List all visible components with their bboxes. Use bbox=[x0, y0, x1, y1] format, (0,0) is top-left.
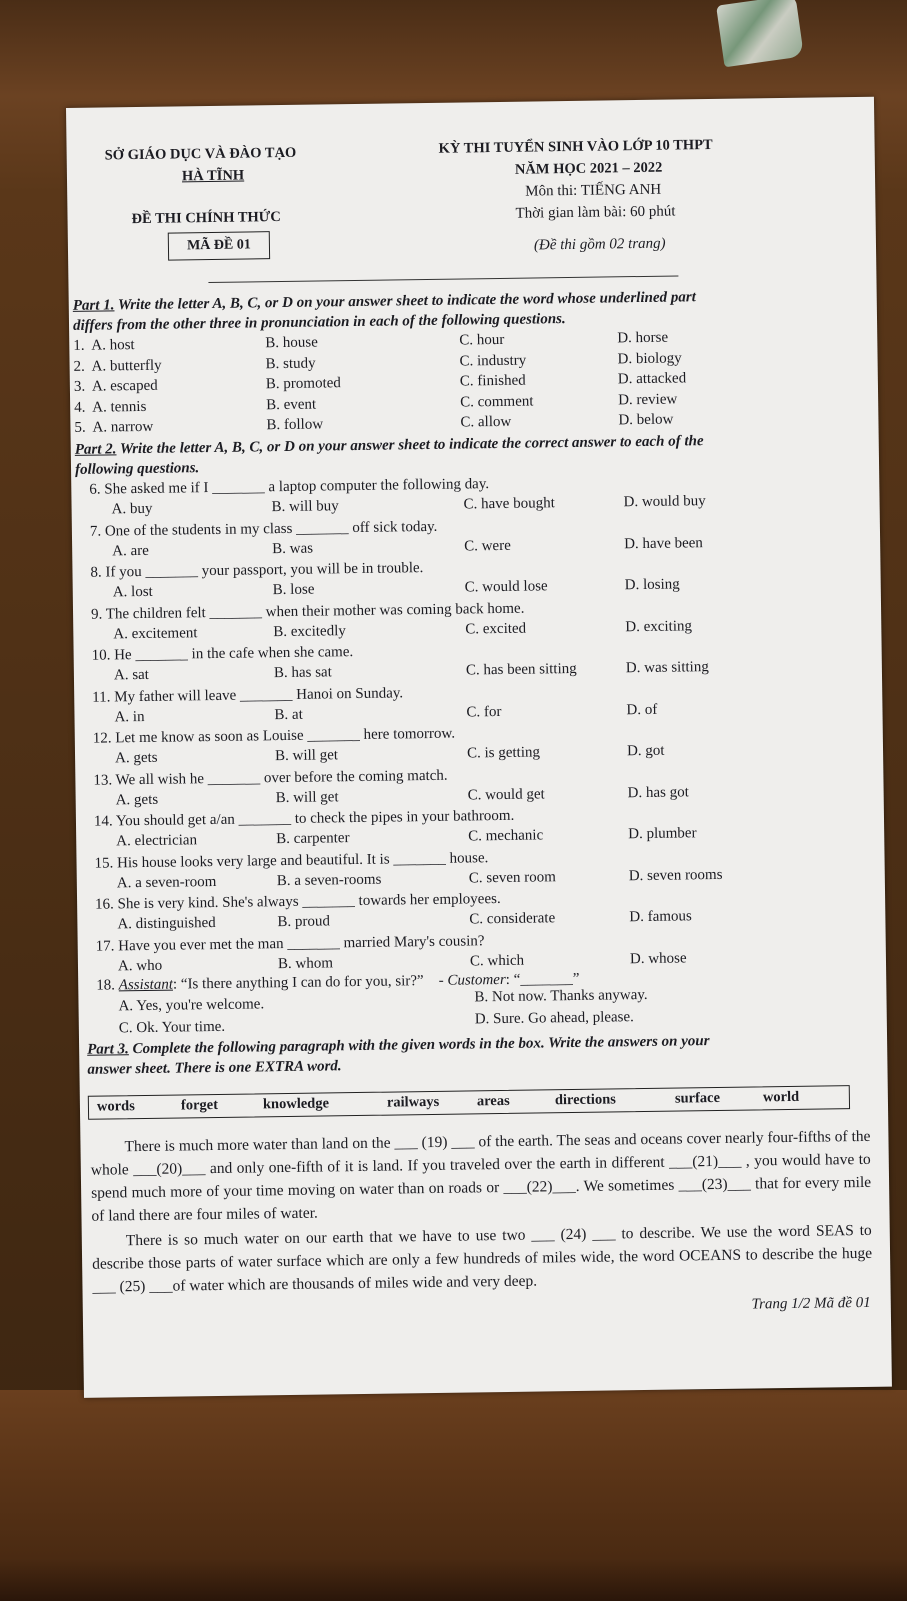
option-c: C. for bbox=[466, 703, 502, 720]
part2-instruction-b: following questions. bbox=[74, 460, 200, 478]
foil-wrapper bbox=[716, 0, 804, 67]
page-count-note: (Đề thi gồm 02 trang) bbox=[533, 235, 666, 254]
school-year: NĂM HỌC 2021 – 2022 bbox=[514, 159, 663, 178]
option-b: B. a seven-rooms bbox=[276, 871, 382, 889]
word-box-item: forget bbox=[180, 1096, 219, 1114]
header-divider bbox=[208, 275, 678, 283]
table-surface bbox=[0, 1390, 907, 1601]
option-a: A. narrow bbox=[92, 418, 154, 436]
q18-line: : “Is there anything I can do for you, sir?” bbox=[172, 973, 424, 993]
word-box-item: words bbox=[96, 1098, 135, 1115]
part1-label: Part 1. bbox=[72, 297, 115, 314]
paragraph-2: There is so much water on our earth that we have to use two ___ (24) ___ to describe. We use the word SEAS to describe those parts of water surface which are only a few hundreds of miles wide, the word OCEANS to describe the huge ___ (25) ___of water which are thousands of miles wide and very deep. bbox=[92, 1221, 873, 1296]
option-b: B. carpenter bbox=[276, 830, 350, 848]
question-stem: 11. My father will leave _______ Hanoi on Sunday. bbox=[92, 684, 404, 706]
option-a: A. gets bbox=[115, 791, 159, 808]
option-a: A. escaped bbox=[91, 377, 158, 395]
option-c: C. allow bbox=[460, 413, 512, 431]
exam-code-box: MÃ ĐỀ 01 bbox=[168, 231, 270, 260]
option-b: B. follow bbox=[266, 416, 324, 434]
duration: Thời gian làm bài: 60 phút bbox=[515, 203, 676, 222]
option-c: C. seven room bbox=[468, 868, 556, 886]
option-a: A. tennis bbox=[92, 398, 147, 416]
option-d: D. plumber bbox=[628, 825, 697, 843]
option-c: C. would get bbox=[467, 785, 545, 803]
part1-instruction-a: Write the letter A, B, C, or D on your answer sheet to indicate the word whose underlined part bbox=[114, 289, 696, 314]
question-number: 4. bbox=[74, 399, 86, 416]
word-box-item: railways bbox=[386, 1093, 440, 1111]
exam-title: KỲ THI TUYỂN SINH VÀO LỚP 10 THPT bbox=[438, 136, 713, 157]
question-stem: 14. You should get a/an _______ to check the pipes in your bathroom. bbox=[93, 807, 515, 830]
part3-label: Part 3. bbox=[87, 1041, 129, 1058]
option-c: C. were bbox=[464, 537, 511, 554]
option-b: B. at bbox=[274, 706, 303, 723]
option-d: D. below bbox=[618, 411, 674, 429]
part3-instruction-b: answer sheet. There is one EXTRA word. bbox=[87, 1058, 342, 1078]
part1-instruction bbox=[73, 289, 696, 315]
part2-instruction bbox=[75, 433, 704, 459]
option-c: C. comment bbox=[460, 393, 534, 411]
exam-paper bbox=[66, 97, 892, 1398]
question-stem: 10. He _______ in the cafe when she came. bbox=[91, 644, 354, 664]
page-footer: Trang 1/2 Mã đề 01 bbox=[751, 1294, 871, 1313]
word-box-item: surface bbox=[674, 1089, 721, 1107]
option-a: A. in bbox=[114, 708, 145, 725]
question-number: 2. bbox=[73, 358, 85, 375]
option-d: D. seven rooms bbox=[628, 866, 723, 884]
q18-number: 18. bbox=[96, 977, 119, 994]
part1-instruction-b: differs from the other three in pronunciation in each of the following questions. bbox=[72, 311, 566, 334]
question-stem: 15. His house looks very large and beautiful. It is _______ house. bbox=[94, 849, 489, 872]
option-a: A. lost bbox=[112, 583, 153, 601]
question-stem: 9. The children felt _______ when their mother was coming back home. bbox=[90, 600, 525, 623]
option-a: A. butterfly bbox=[91, 357, 162, 375]
option-c: C. would lose bbox=[464, 578, 548, 596]
option-d: D. got bbox=[626, 742, 665, 760]
question-stem: 8. If you _______ your passport, you will be in trouble. bbox=[90, 560, 424, 581]
option-d: D. exciting bbox=[625, 617, 693, 635]
option-d: D. review bbox=[618, 390, 678, 408]
option-c: C. is getting bbox=[466, 744, 541, 762]
option-b: B. has sat bbox=[273, 664, 332, 682]
part2-label: Part 2. bbox=[74, 441, 117, 458]
option-a: A. who bbox=[117, 957, 163, 974]
option-b: B. will get bbox=[275, 788, 339, 806]
q18-option-c: C. Ok. Your time. bbox=[118, 1018, 226, 1037]
department-name: SỞ GIÁO DỤC VÀ ĐÀO TẠO bbox=[104, 144, 297, 164]
part2-instruction-a: Write the letter A, B, C, or D on your answer sheet to indicate the correct answer to each of the bbox=[116, 433, 704, 458]
word-box-item: knowledge bbox=[262, 1095, 330, 1113]
official-exam-label: ĐỀ THI CHÍNH THỨC bbox=[131, 209, 281, 228]
option-b: B. was bbox=[272, 540, 314, 557]
word-box-item: areas bbox=[476, 1092, 510, 1110]
option-a: A. host bbox=[91, 337, 135, 354]
option-d: D. attacked bbox=[617, 370, 687, 388]
option-c: C. have bought bbox=[463, 495, 555, 513]
option-a: A. electrician bbox=[116, 832, 198, 850]
question-number: 3. bbox=[73, 378, 86, 395]
option-c: C. considerate bbox=[469, 910, 556, 928]
option-c: C. has been sitting bbox=[465, 660, 577, 679]
part3-instruction-a: Complete the following paragraph with the given words in the box. Write the answers on your bbox=[128, 1033, 710, 1058]
option-b: B. event bbox=[266, 396, 317, 413]
word-box-item: directions bbox=[554, 1091, 616, 1109]
option-a: A. buy bbox=[111, 500, 153, 518]
option-d: D. would buy bbox=[623, 493, 706, 511]
q18-speaker-customer: - Customer bbox=[438, 971, 506, 989]
q18-option-a: A. Yes, you're welcome. bbox=[118, 996, 265, 1015]
paragraph-1: There is much more water than land on the ___ (19) ___ of the earth. The seas and oceans cover nearly four-fifths of the whole ___(20)___ and only one-fifth of it is land. If you traveled over the earth in different ___(21)___ , you would have to spend much more of your time moving on water than on roads or ___(22)___. We sometimes ___(23)___ that for every mile of land there are four miles of water. bbox=[90, 1127, 872, 1225]
option-c: C. industry bbox=[459, 352, 527, 370]
option-a: A. are bbox=[112, 542, 149, 559]
option-c: C. mechanic bbox=[468, 827, 544, 845]
option-d: D. whose bbox=[629, 949, 687, 967]
option-d: D. of bbox=[626, 701, 658, 718]
question-stem: 7. One of the students in my class _______ off sick today. bbox=[89, 518, 438, 540]
option-b: B. house bbox=[265, 334, 318, 352]
question-stem: 17. Have you ever met the man _______ married Mary's cousin? bbox=[95, 932, 485, 955]
question-stem: 13. We all wish he _______ over before the coming match. bbox=[93, 767, 448, 789]
option-b: B. will buy bbox=[271, 498, 339, 516]
option-d: D. was sitting bbox=[625, 659, 709, 677]
question-stem: 6. She asked me if I _______ a laptop computer the following day. bbox=[89, 476, 490, 498]
option-d: D. horse bbox=[617, 329, 669, 347]
question-number: 5. bbox=[74, 419, 86, 436]
option-b: B. will get bbox=[274, 747, 339, 765]
option-c: C. which bbox=[469, 952, 525, 969]
option-d: D. has got bbox=[627, 783, 689, 801]
option-b: B. proud bbox=[277, 913, 330, 931]
option-d: D. losing bbox=[624, 576, 680, 594]
option-b: B. whom bbox=[277, 954, 334, 972]
option-c: C. hour bbox=[459, 331, 505, 349]
option-d: D. famous bbox=[629, 908, 692, 926]
q18-option-b: B. Not now. Thanks anyway. bbox=[474, 986, 648, 1006]
option-d: D. have been bbox=[624, 534, 703, 552]
option-a: A. excitement bbox=[113, 624, 198, 642]
option-b: B. promoted bbox=[265, 375, 341, 393]
subject: Môn thi: TIẾNG ANH bbox=[525, 181, 662, 200]
option-b: B. lose bbox=[272, 581, 315, 599]
q18-blank: : “_______” bbox=[505, 970, 580, 988]
option-b: B. study bbox=[265, 355, 316, 372]
part3-instruction bbox=[87, 1033, 710, 1059]
question-number: 1. bbox=[73, 337, 85, 354]
word-box bbox=[88, 1085, 850, 1120]
province-name: HÀ TĨNH bbox=[181, 167, 245, 185]
option-a: A. a seven-room bbox=[116, 873, 217, 891]
q18-option-d: D. Sure. Go ahead, please. bbox=[474, 1009, 634, 1028]
q18-speaker-assistant: Assistant bbox=[118, 976, 174, 994]
option-c: C. excited bbox=[465, 620, 527, 637]
option-a: A. distinguished bbox=[117, 914, 216, 933]
option-d: D. biology bbox=[617, 349, 682, 367]
word-box-item: world bbox=[762, 1088, 800, 1106]
question-stem: 16. She is very kind. She's always _______ towards her employees. bbox=[95, 891, 501, 913]
question-stem: 12. Let me know as soon as Louise _______ here tomorrow. bbox=[92, 725, 456, 747]
option-a: A. sat bbox=[113, 666, 150, 684]
option-c: C. finished bbox=[459, 372, 526, 390]
option-b: B. excitedly bbox=[273, 622, 346, 640]
option-a: A. gets bbox=[114, 749, 158, 767]
